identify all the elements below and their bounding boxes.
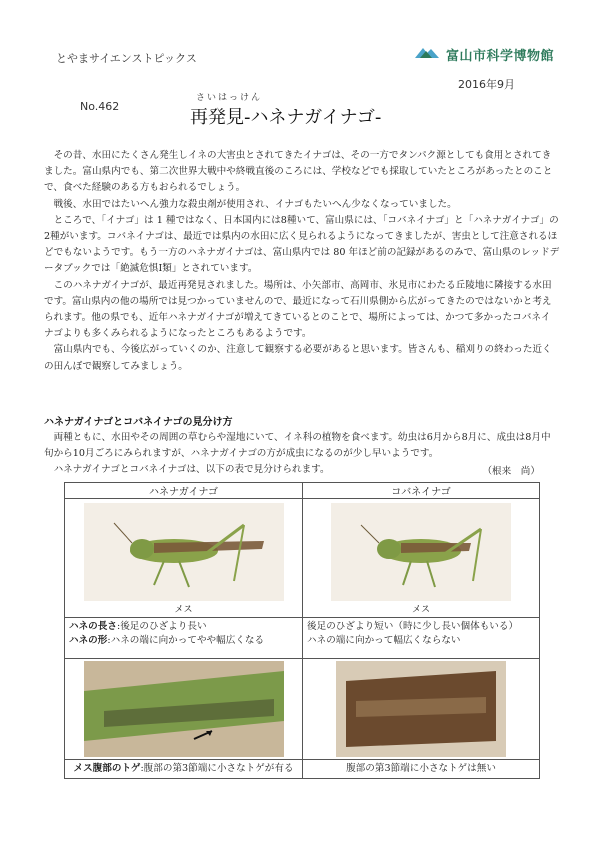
col-header-kobane: コバネイナゴ [303, 483, 540, 499]
trait-value: 腹部の第3節端に小さなトゲは無い [346, 763, 496, 774]
photo-kobane [303, 499, 540, 618]
spine-kobane [303, 760, 540, 779]
paragraph: このハネナガイナゴが、最近再発見されました。場所は、小矢部市、高岡市、氷見市にわたる丘陵地に隣接する水田です。富山県内の他の場所では見つかっていませんので、最近になって石川県側から広がってきたのではないかと考えられます。他の県でも、近年ハネナガイナゴが増えてきているとのことで、場所によっては、かつて多かったコバネイナゴよりも多くみられるようになったところもあるようです。 [44, 279, 552, 340]
trait-value: :後足のひざより長い [116, 621, 207, 632]
paragraph: その昔、水田にたくさん発生しイネの大害虫とされてきたイナゴは、その一方でタンパク源としても食用とされてきました。富山県内でも、第二次世界大戦中や終戦直後のころには、学校などでも採取していたところがあったとのことで、食べた経験のある方もおられるでしょう。 [44, 150, 553, 194]
issue-number: No.462 [80, 100, 120, 113]
comparison-table [64, 482, 540, 779]
museum-name: 富山市科学博物館 [446, 48, 555, 64]
closeup-hanenaga [65, 659, 303, 760]
trait-label: ハネの形 [69, 635, 108, 646]
paragraph: 富山県内でも、今後広がっていくのか、注意して観察する必要があると思います。皆さんも、稲刈りの終わった近くの田んぼで観察してみましょう。 [44, 344, 552, 372]
photo-caption: メス [412, 605, 431, 615]
paragraph: ところで、「イナゴ」は 1 種ではなく、日本国内には8種いて、富山県には、「コバネイナゴ」と「ハネナガイナゴ」の2種がいます。コバネイナゴは、最近では県内の水田に広く見られるようになってきましたが、害虫として注意されるほどでもないようです。もう一方のハネナガイナゴは、富山県内では 80 年ほど前の記録があるのみで、富山県のレッドデータブックでは「絶滅危惧Ⅰ類」とされています。 [44, 214, 560, 275]
page-title: 再発見-ハネナガイナゴ- [190, 107, 382, 128]
traits-hanenaga [65, 618, 303, 659]
trait-value: :腹部の第3節端に小さなトゲが有る [140, 763, 294, 774]
grasshopper-long-wing-image [84, 503, 284, 601]
paragraph: ハネナガイナゴとコバネイナゴは、以下の表で見分けられます。 [53, 464, 330, 475]
photo-caption: メス [174, 605, 193, 615]
grasshopper-short-wing-image [331, 503, 511, 601]
trait-label: ハネの長さ [69, 621, 117, 632]
trait-label: メス腹部のトゲ [73, 763, 141, 774]
abdomen-closeup-image [84, 661, 284, 757]
trait-value: 後足のひざより短い（時に少し長い個体もいる） [307, 621, 519, 632]
closeup-kobane [303, 659, 540, 760]
col-header-hanenaga: ハネナガイナゴ [65, 483, 303, 499]
traits-kobane [303, 618, 540, 659]
trait-value: ハネの端に向かって幅広くならない [307, 635, 461, 646]
section-title: ハネナガイナゴとコバネイナゴの見分け方 [44, 417, 233, 428]
title-ruby: さいはっけん [196, 93, 263, 103]
museum-logo [414, 44, 554, 64]
trait-value: :ハネの端に向かってやや幅広くなる [107, 635, 265, 646]
issue-date: 2016年9月 [458, 78, 515, 91]
paragraph: 両種ともに、水田やその周囲の草むらや湿地にいて、イネ科の植物を食べます。幼虫は6月から8月に、成虫は8月中旬から10月ごろにみられますが、ハネナガイナゴの方が成虫になるのが少し早いようです。 [44, 432, 551, 459]
author: （根来 尚） [482, 466, 540, 477]
mountain-logo-icon [414, 44, 440, 64]
series-name: とやまサイエンストピックス [56, 52, 197, 65]
abdomen-closeup-image [336, 661, 506, 757]
spine-hanenaga [65, 760, 303, 779]
paragraph: 戦後、水田ではたいへん強力な殺虫剤が使用され、イナゴもたいへん少なくなっていました。 [53, 198, 457, 210]
article-body [44, 148, 560, 375]
photo-hanenaga [65, 499, 303, 618]
